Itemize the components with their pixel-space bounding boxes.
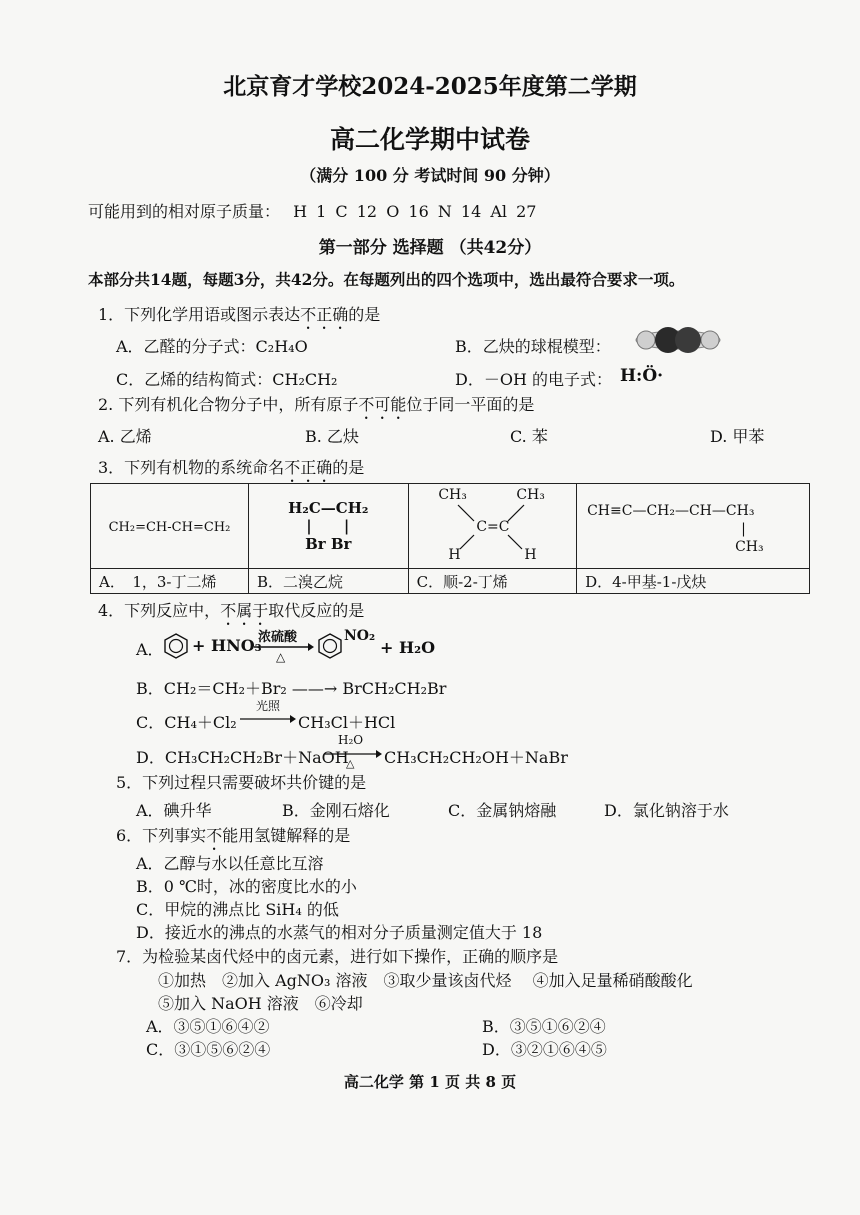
cis-butene-double-bond: C=C xyxy=(476,519,510,535)
q5-stem: 5．下列过程只需要破坏共价键的是 xyxy=(116,773,367,792)
q1-stem-tail: 的是 xyxy=(348,305,381,324)
cis-butene-ch3-right: CH₃ xyxy=(516,487,545,503)
part1-heading: 第一部分 选择题 （共42分） xyxy=(318,238,542,258)
dibromoethane-bonds: | | xyxy=(306,517,351,535)
atomic-mass-label: 可能用到的相对原子质量： xyxy=(88,202,281,221)
q4-a-condition-top: 浓硫酸 xyxy=(258,630,298,645)
q4-option-c-right: CH₃Cl＋HCl xyxy=(298,713,396,732)
q7-option-c: C．③①⑤⑥②④ xyxy=(146,1040,271,1059)
q4-d-condition-bottom: △ xyxy=(346,757,355,770)
dibromoethane-structure xyxy=(249,499,408,553)
dibromoethane-bottom: Br Br xyxy=(305,535,352,553)
q7-steps-line1: ①加热 ②加入 AgNO₃ 溶液 ③取少量该卤代烃 ④加入足量稀硝酸酸化 xyxy=(158,971,693,990)
q3-stem xyxy=(98,455,364,486)
cis-butene-ch3-left: CH₃ xyxy=(438,487,467,503)
q3-stem-text: 3．下列有机物的系统命名 xyxy=(98,458,285,477)
q4-c-condition: 光照 xyxy=(256,699,281,713)
atomic-mass-line xyxy=(88,199,536,222)
q1-option-d: D．－OH 的电子式： xyxy=(455,370,612,389)
q3-structure-2 xyxy=(248,484,408,569)
q4-stem-text: 4．下列反应中， xyxy=(98,601,221,620)
q6-stem-text: 6．下列事实 xyxy=(116,826,207,845)
q3-option-a: A． 1，3-丁二烯 xyxy=(91,569,249,594)
q1-stem xyxy=(98,302,380,333)
q1-option-b: B．乙炔的球棍模型： xyxy=(455,337,611,356)
q6-option-a: A．乙醇与水以任意比互溶 xyxy=(136,854,324,873)
cis-butene-h-left: H xyxy=(448,547,461,563)
q2-stem xyxy=(98,392,534,423)
q3-stem-tail: 的是 xyxy=(332,458,365,477)
q1-stem-text: 1．下列化学用语或图示表达 xyxy=(98,305,301,324)
q1-stem-emphasis: 不正确 xyxy=(300,305,349,324)
q6-option-c: C．甲烷的沸点比 SiH₄ 的低 xyxy=(136,900,339,919)
acetylene-ball-stick-model xyxy=(630,322,726,358)
q1-option-c: C．乙烯的结构简式：CH₂CH₂ xyxy=(116,370,338,389)
methylpentyne-main-chain: CH≡C—CH₂—CH—CH₃ xyxy=(587,503,755,519)
school-title: 北京育才学校2024-2025年度第二学期 xyxy=(223,73,637,100)
q6-option-d: D．接近水的沸点的水蒸气的相对分子质量测定值大于 18 xyxy=(136,923,543,942)
q3-option-c: C．顺-2-丁烯 xyxy=(408,569,576,594)
q7-stem: 7．为检验某卤代烃中的卤元素，进行如下操作，正确的顺序是 xyxy=(116,947,559,966)
page-footer: 高二化学 第 1 页 共 8 页 xyxy=(343,1073,517,1091)
q7-option-b: B．③⑤①⑥②④ xyxy=(482,1017,606,1036)
q3-structure-3 xyxy=(408,484,576,569)
q7-steps-line2: ⑤加入 NaOH 溶液 ⑥冷却 xyxy=(158,994,363,1013)
cis-butene-h-right: H xyxy=(524,547,537,563)
q2-option-c: C. 苯 xyxy=(510,427,548,446)
q3-stem-emphasis: 不正确 xyxy=(284,458,333,477)
hydroxyl-electron-formula: H:Ö· xyxy=(620,366,664,386)
q4-d-condition-top: H₂O xyxy=(338,733,364,747)
q4-a-product-group: NO₂ xyxy=(344,628,376,644)
q4-option-b: B．CH₂＝CH₂＋Br₂ ——→ BrCH₂CH₂Br xyxy=(136,679,447,698)
q7-option-d: D．③②①⑥④⑤ xyxy=(482,1040,607,1059)
q4-stem-tail: 取代反应的是 xyxy=(268,601,365,620)
q4-option-c-left: C．CH₄＋Cl₂ xyxy=(136,713,237,732)
q4-option-a-label: A． xyxy=(136,640,164,659)
q5-option-b: B．金刚石熔化 xyxy=(282,801,390,820)
cis-butene-structure xyxy=(432,487,552,565)
methylpentyne-structure xyxy=(577,489,809,563)
q4-a-reagent: + HNO₃ xyxy=(192,636,262,655)
q1-option-a: A．乙醛的分子式：C₂H₄O xyxy=(116,337,308,356)
q5-option-d: D．氯化钠溶于水 xyxy=(604,801,729,820)
exam-title: 高二化学期中试卷 xyxy=(329,125,530,154)
q4-c-arrow-icon xyxy=(240,714,296,724)
atomic-mass-values: H 1 C 12 O 16 N 14 Al 27 xyxy=(293,202,537,221)
q3-option-b: B．二溴乙烷 xyxy=(248,569,408,594)
q4-stem xyxy=(98,598,364,629)
q4-option-d-right: CH₃CH₂CH₂OH＋NaBr xyxy=(384,748,568,767)
q4-stem-emphasis: 不属于 xyxy=(220,601,269,620)
q5-option-c: C．金属钠熔融 xyxy=(448,801,557,820)
q7-option-a: A．③⑤①⑥④② xyxy=(146,1017,270,1036)
q3-structure-1 xyxy=(91,484,249,569)
q6-stem-tail: 能用氢键解释的是 xyxy=(222,826,351,845)
part1-instruction: 本部分共14题，每题3分，共42分。在每题列出的四个选项中，选出最符合要求一项。 xyxy=(88,270,685,289)
q4-a-condition-bottom: △ xyxy=(276,650,286,664)
q2-stem-emphasis: 不可能 xyxy=(358,395,407,414)
nitrobenzene-ring-icon xyxy=(316,632,344,660)
q5-option-a: A．碘升华 xyxy=(136,801,212,820)
q3-option-d: D．4-甲基-1-戊炔 xyxy=(577,569,810,594)
q2-stem-tail: 位于同一平面的是 xyxy=(406,395,535,414)
q6-option-b: B．0 ℃时，冰的密度比水的小 xyxy=(136,877,357,896)
q4-a-tail: + H₂O xyxy=(380,638,436,657)
benzene-ring-icon xyxy=(162,632,190,660)
q2-option-b: B. 乙炔 xyxy=(305,427,359,446)
methylpentyne-branch: CH₃ xyxy=(735,539,764,555)
q2-stem-text: 2. 下列有机化合物分子中，所有原子 xyxy=(98,395,359,414)
q3-structure-4 xyxy=(577,484,810,569)
q6-stem xyxy=(116,823,350,854)
methylpentyne-branch-bond: | xyxy=(741,521,746,537)
exam-info: （满分 100 分 考试时间 90 分钟） xyxy=(300,166,560,185)
dibromoethane-top: H₂C—CH₂ xyxy=(288,499,369,517)
q4-option-d-left: D．CH₃CH₂CH₂Br＋NaOH xyxy=(136,748,349,767)
q3-naming-table xyxy=(90,483,810,594)
butadiene-structure: CH₂=CH-CH=CH₂ xyxy=(108,520,231,535)
q6-stem-emphasis: 不 xyxy=(206,826,223,845)
q2-option-a: A. 乙烯 xyxy=(98,427,152,446)
q2-option-d: D. 甲苯 xyxy=(710,427,765,446)
